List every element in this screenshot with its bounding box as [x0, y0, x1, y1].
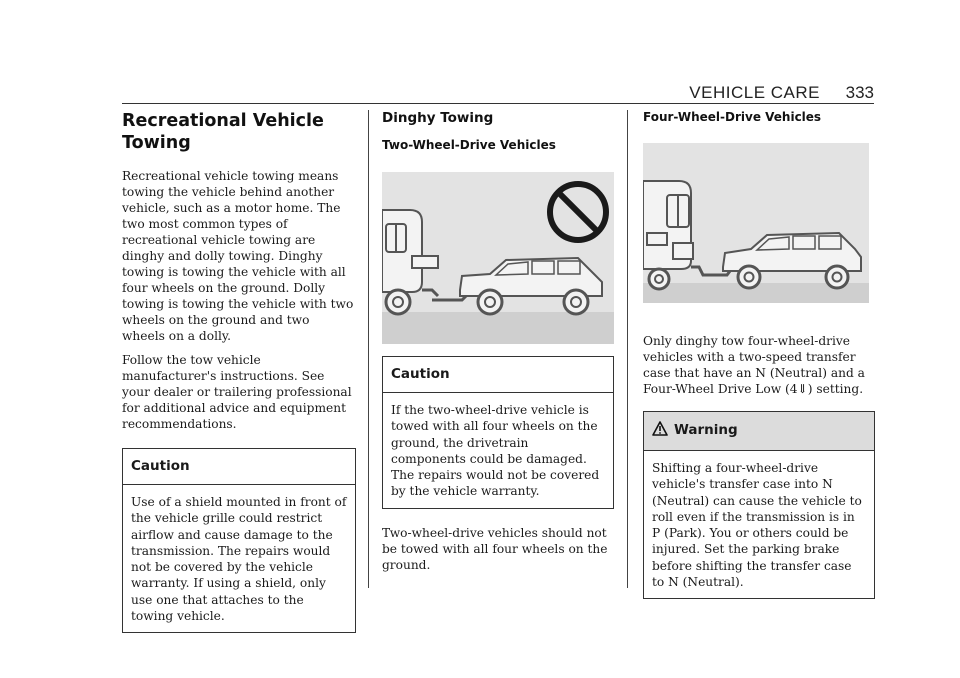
- caution-title: Caution: [123, 449, 355, 485]
- header-rule: [122, 103, 874, 104]
- four-wheel-drive-subheading: Four-Wheel-Drive Vehicles: [643, 110, 822, 124]
- dinghy-towing-heading: Dinghy Towing: [382, 110, 494, 126]
- caution-box-shield: [122, 448, 356, 633]
- warning-header: [644, 412, 874, 451]
- page-number: 333: [845, 83, 874, 102]
- two-wheel-drive-paragraph: Two-wheel-drive vehicles should not be towed with all four wheels on the ground.: [382, 525, 608, 572]
- warning-box: [643, 411, 875, 599]
- ground: [382, 312, 614, 344]
- caution-title: Caution: [383, 357, 613, 393]
- warning-text: Shifting a four-wheel-drive vehicle's transfer case into N (Neutral) can cause the vehicle to roll even if the transmission is in P (Park). You or others could be injured. Set the parking brake before shifting the transfer case to N (Neutral).: [652, 461, 862, 590]
- section-title: VEHICLE CARE: [689, 83, 820, 102]
- two-wheel-drive-towing-illustration: [382, 172, 614, 344]
- column-divider-2: [627, 110, 628, 588]
- warning-triangle-icon: [652, 421, 668, 440]
- page-title: Recreational Vehicle Towing: [122, 111, 324, 153]
- page-header: [0, 0, 960, 104]
- four-wheel-drive-towing-illustration: [643, 143, 869, 303]
- caution-box-two-wheel: [382, 356, 614, 509]
- two-wheel-drive-subheading: Two-Wheel-Drive Vehicles: [382, 138, 556, 152]
- intro-paragraph: Recreational vehicle towing means towing the vehicle behind another vehicle, such as a motor home. The two most common types of recreational vehicle towing are dinghy and dolly towing. Dinghy towing is towing the vehicle with all four wheels on the ground. Dolly towing is towing the vehicle with two wheels on the ground and two wheels on a dolly.: [122, 169, 354, 343]
- column-2: [382, 110, 614, 581]
- caution-text: Use of a shield mounted in front of the vehicle grille could restrict airflow and cause damage to the transmission. The repairs would not be covered by the vehicle warranty. If using a shield, only use one that attaches to the towing vehicle.: [131, 495, 347, 624]
- column-divider-1: [368, 110, 369, 588]
- four-wheel-low-symbol: ⇓: [797, 382, 808, 396]
- four-wheel-drive-paragraph: Only dinghy tow four-wheel-drive vehicles with a two-speed transfer case that have an N (Neutral) and a Four-Wheel Drive Low (4⇓) setting.: [643, 334, 865, 396]
- instructions-paragraph: Follow the tow vehicle manufacturer's instructions. See your dealer or trailering professional for additional advice and equipment recommendations.: [122, 353, 352, 431]
- warning-title: Warning: [674, 422, 738, 438]
- column-3: [643, 110, 875, 599]
- column-1: [122, 110, 356, 633]
- caution-text: If the two-wheel-drive vehicle is towed with all four wheels on the ground, the drivetrain components could be damaged. The repairs would not be covered by the vehicle warranty.: [391, 403, 600, 499]
